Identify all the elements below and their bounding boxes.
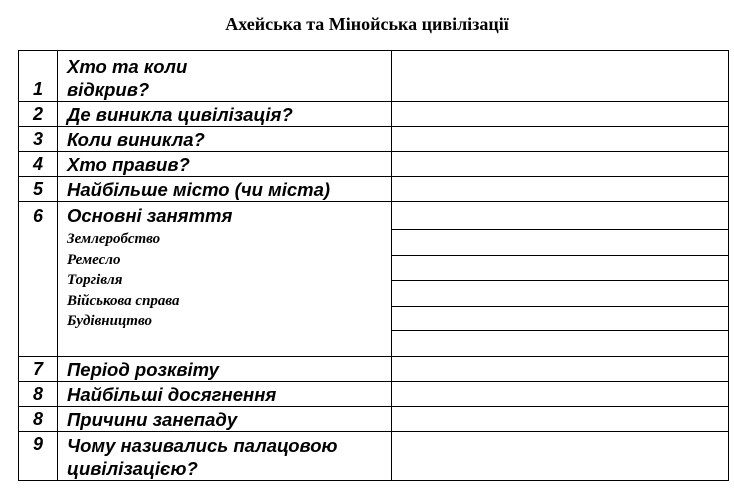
question-line: Хто та коли bbox=[67, 56, 188, 77]
question-cell bbox=[58, 51, 392, 102]
table-row bbox=[19, 382, 729, 407]
answer-cell[interactable] bbox=[392, 230, 729, 256]
question-line: цивілізацією? bbox=[67, 458, 198, 479]
answer-cell[interactable] bbox=[392, 281, 729, 307]
row-number: 6 bbox=[19, 202, 58, 357]
answer-cell[interactable] bbox=[392, 357, 729, 382]
question-cell: Коли виникла? bbox=[58, 127, 392, 152]
answer-cell[interactable] bbox=[392, 382, 729, 407]
question-cell bbox=[58, 202, 392, 357]
answer-cell[interactable] bbox=[392, 177, 729, 202]
answer-cell[interactable] bbox=[392, 307, 729, 331]
table-row bbox=[19, 127, 729, 152]
row-number: 1 bbox=[19, 51, 58, 102]
question-cell bbox=[58, 432, 392, 481]
table-row bbox=[19, 432, 729, 481]
occupation-item: Ремесло bbox=[67, 251, 121, 268]
table-row bbox=[19, 357, 729, 382]
question-line: відкрив? bbox=[67, 79, 150, 100]
occupation-item: Землеробство bbox=[67, 231, 161, 247]
answer-cell[interactable] bbox=[392, 102, 729, 127]
answer-cell[interactable] bbox=[392, 432, 729, 481]
page-title: Ахейська та Мінойська цивілізації bbox=[225, 14, 509, 34]
question-cell: Найбільше місто (чи міста) bbox=[58, 177, 392, 202]
question-cell: Найбільші досягнення bbox=[58, 382, 392, 407]
answer-cell[interactable] bbox=[392, 51, 729, 102]
table-row bbox=[19, 102, 729, 127]
question-cell: Період розквіту bbox=[58, 357, 392, 382]
occupation-item: Військова справа bbox=[67, 292, 180, 309]
answer-cell[interactable] bbox=[392, 256, 729, 281]
answer-cell[interactable] bbox=[392, 152, 729, 177]
answer-cell[interactable] bbox=[392, 127, 729, 152]
row-number: 8 bbox=[19, 382, 58, 407]
table-row bbox=[19, 177, 729, 202]
question-line: Чому називались палацовою bbox=[67, 435, 338, 456]
question-line: Основні заняття bbox=[67, 205, 233, 226]
row-number: 8 bbox=[19, 407, 58, 432]
table-row bbox=[19, 152, 729, 177]
row-number: 4 bbox=[19, 152, 58, 177]
question-cell: Причини занепаду bbox=[58, 407, 392, 432]
answer-cell[interactable] bbox=[392, 331, 729, 357]
answer-cell[interactable] bbox=[392, 407, 729, 432]
row-number: 5 bbox=[19, 177, 58, 202]
civilization-table bbox=[18, 50, 729, 481]
row-number: 2 bbox=[19, 102, 58, 127]
row-number: 7 bbox=[19, 357, 58, 382]
question-cell: Хто правив? bbox=[58, 152, 392, 177]
question-cell: Де виникла цивілізація? bbox=[58, 102, 392, 127]
row-number: 3 bbox=[19, 127, 58, 152]
answer-cell[interactable] bbox=[392, 202, 729, 230]
table-row bbox=[19, 407, 729, 432]
table-row bbox=[19, 202, 729, 230]
row-number: 9 bbox=[19, 432, 58, 481]
occupation-item: Будівництво bbox=[67, 313, 152, 329]
table-row bbox=[19, 51, 729, 102]
occupation-item: Торгівля bbox=[67, 272, 123, 288]
